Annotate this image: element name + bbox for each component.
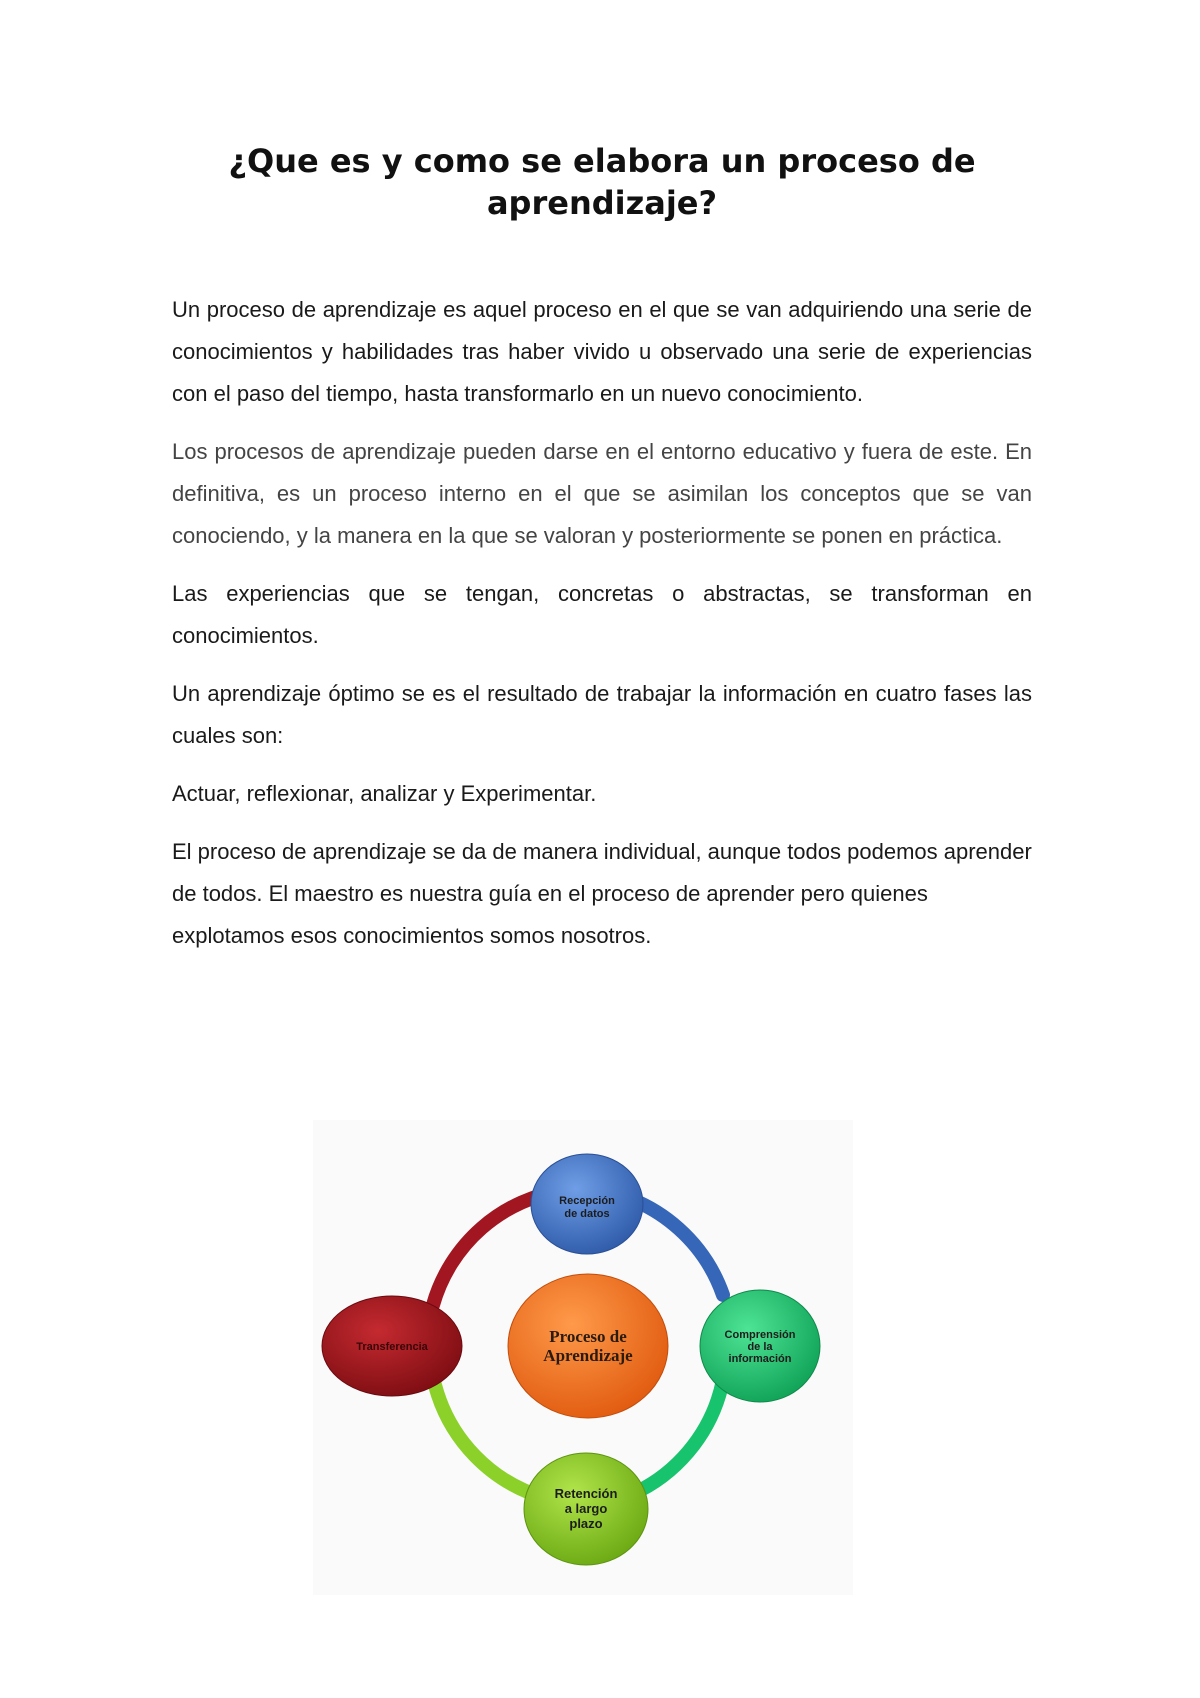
document-body xyxy=(172,289,1032,973)
paragraph-3: Las experiencias que se tengan, concretas o abstractas, se transforman en conocimientos. xyxy=(172,581,1032,648)
paragraph-6: El proceso de aprendizaje se da de manera individual, aunque todos podemos aprender de todos. El maestro es nuestra guía en el proceso de aprender pero quienes explotamos esos conocimientos somos nosotros. xyxy=(172,839,1032,948)
node-bottom-line-1: Retención xyxy=(554,1486,618,1501)
title-line-1: ¿Que es y como se elabora un proceso de xyxy=(228,142,976,180)
center-line-2: Aprendizaje xyxy=(543,1346,633,1365)
node-right-line-3: información xyxy=(728,1353,792,1365)
center-line-1: Proceso de xyxy=(549,1327,627,1346)
node-comprension-de-la-informacion xyxy=(700,1290,820,1402)
diagram-svg xyxy=(313,1120,853,1595)
node-bottom-line-2: a largo xyxy=(564,1501,608,1516)
paragraph-4: Un aprendizaje óptimo se es el resultado de trabajar la información en cuatro fases las cuales son: xyxy=(172,681,1032,748)
node-left-line-1: Transferencia xyxy=(356,1341,428,1353)
title-line-2: aprendizaje? xyxy=(486,184,718,222)
paragraph-2: Los procesos de aprendizaje pueden darse en el entorno educativo y fuera de este. En definitiva, es un proceso interno en el que se asimilan los conceptos que se van conociendo, y la manera en la que se valoran y posteriormente se ponen en práctica. xyxy=(172,439,1032,548)
node-right-line-2: de la xyxy=(747,1341,773,1353)
node-recepcion-de-datos xyxy=(531,1154,643,1254)
node-bottom-line-3: plazo xyxy=(569,1516,603,1531)
node-transferencia xyxy=(322,1296,462,1396)
node-retencion-a-largo-plazo xyxy=(524,1453,648,1565)
paragraph-1: Un proceso de aprendizaje es aquel proceso en el que se van adquiriendo una serie de conocimientos y habilidades tras haber vivido u observado una serie de experiencias con el paso del tiempo, hasta transformarlo en un nuevo conocimiento. xyxy=(172,297,1032,406)
ring-arc-bottom-left xyxy=(435,1385,545,1498)
node-top-line-1: Recepción xyxy=(559,1195,615,1207)
node-proceso-de-aprendizaje xyxy=(508,1274,668,1418)
paragraph-5: Actuar, reflexionar, analizar y Experimentar. xyxy=(172,781,597,806)
node-right-line-1: Comprensión xyxy=(724,1329,796,1341)
learning-process-diagram xyxy=(313,1120,853,1595)
page-title xyxy=(172,140,1032,224)
node-top-line-2: de datos xyxy=(564,1208,610,1220)
